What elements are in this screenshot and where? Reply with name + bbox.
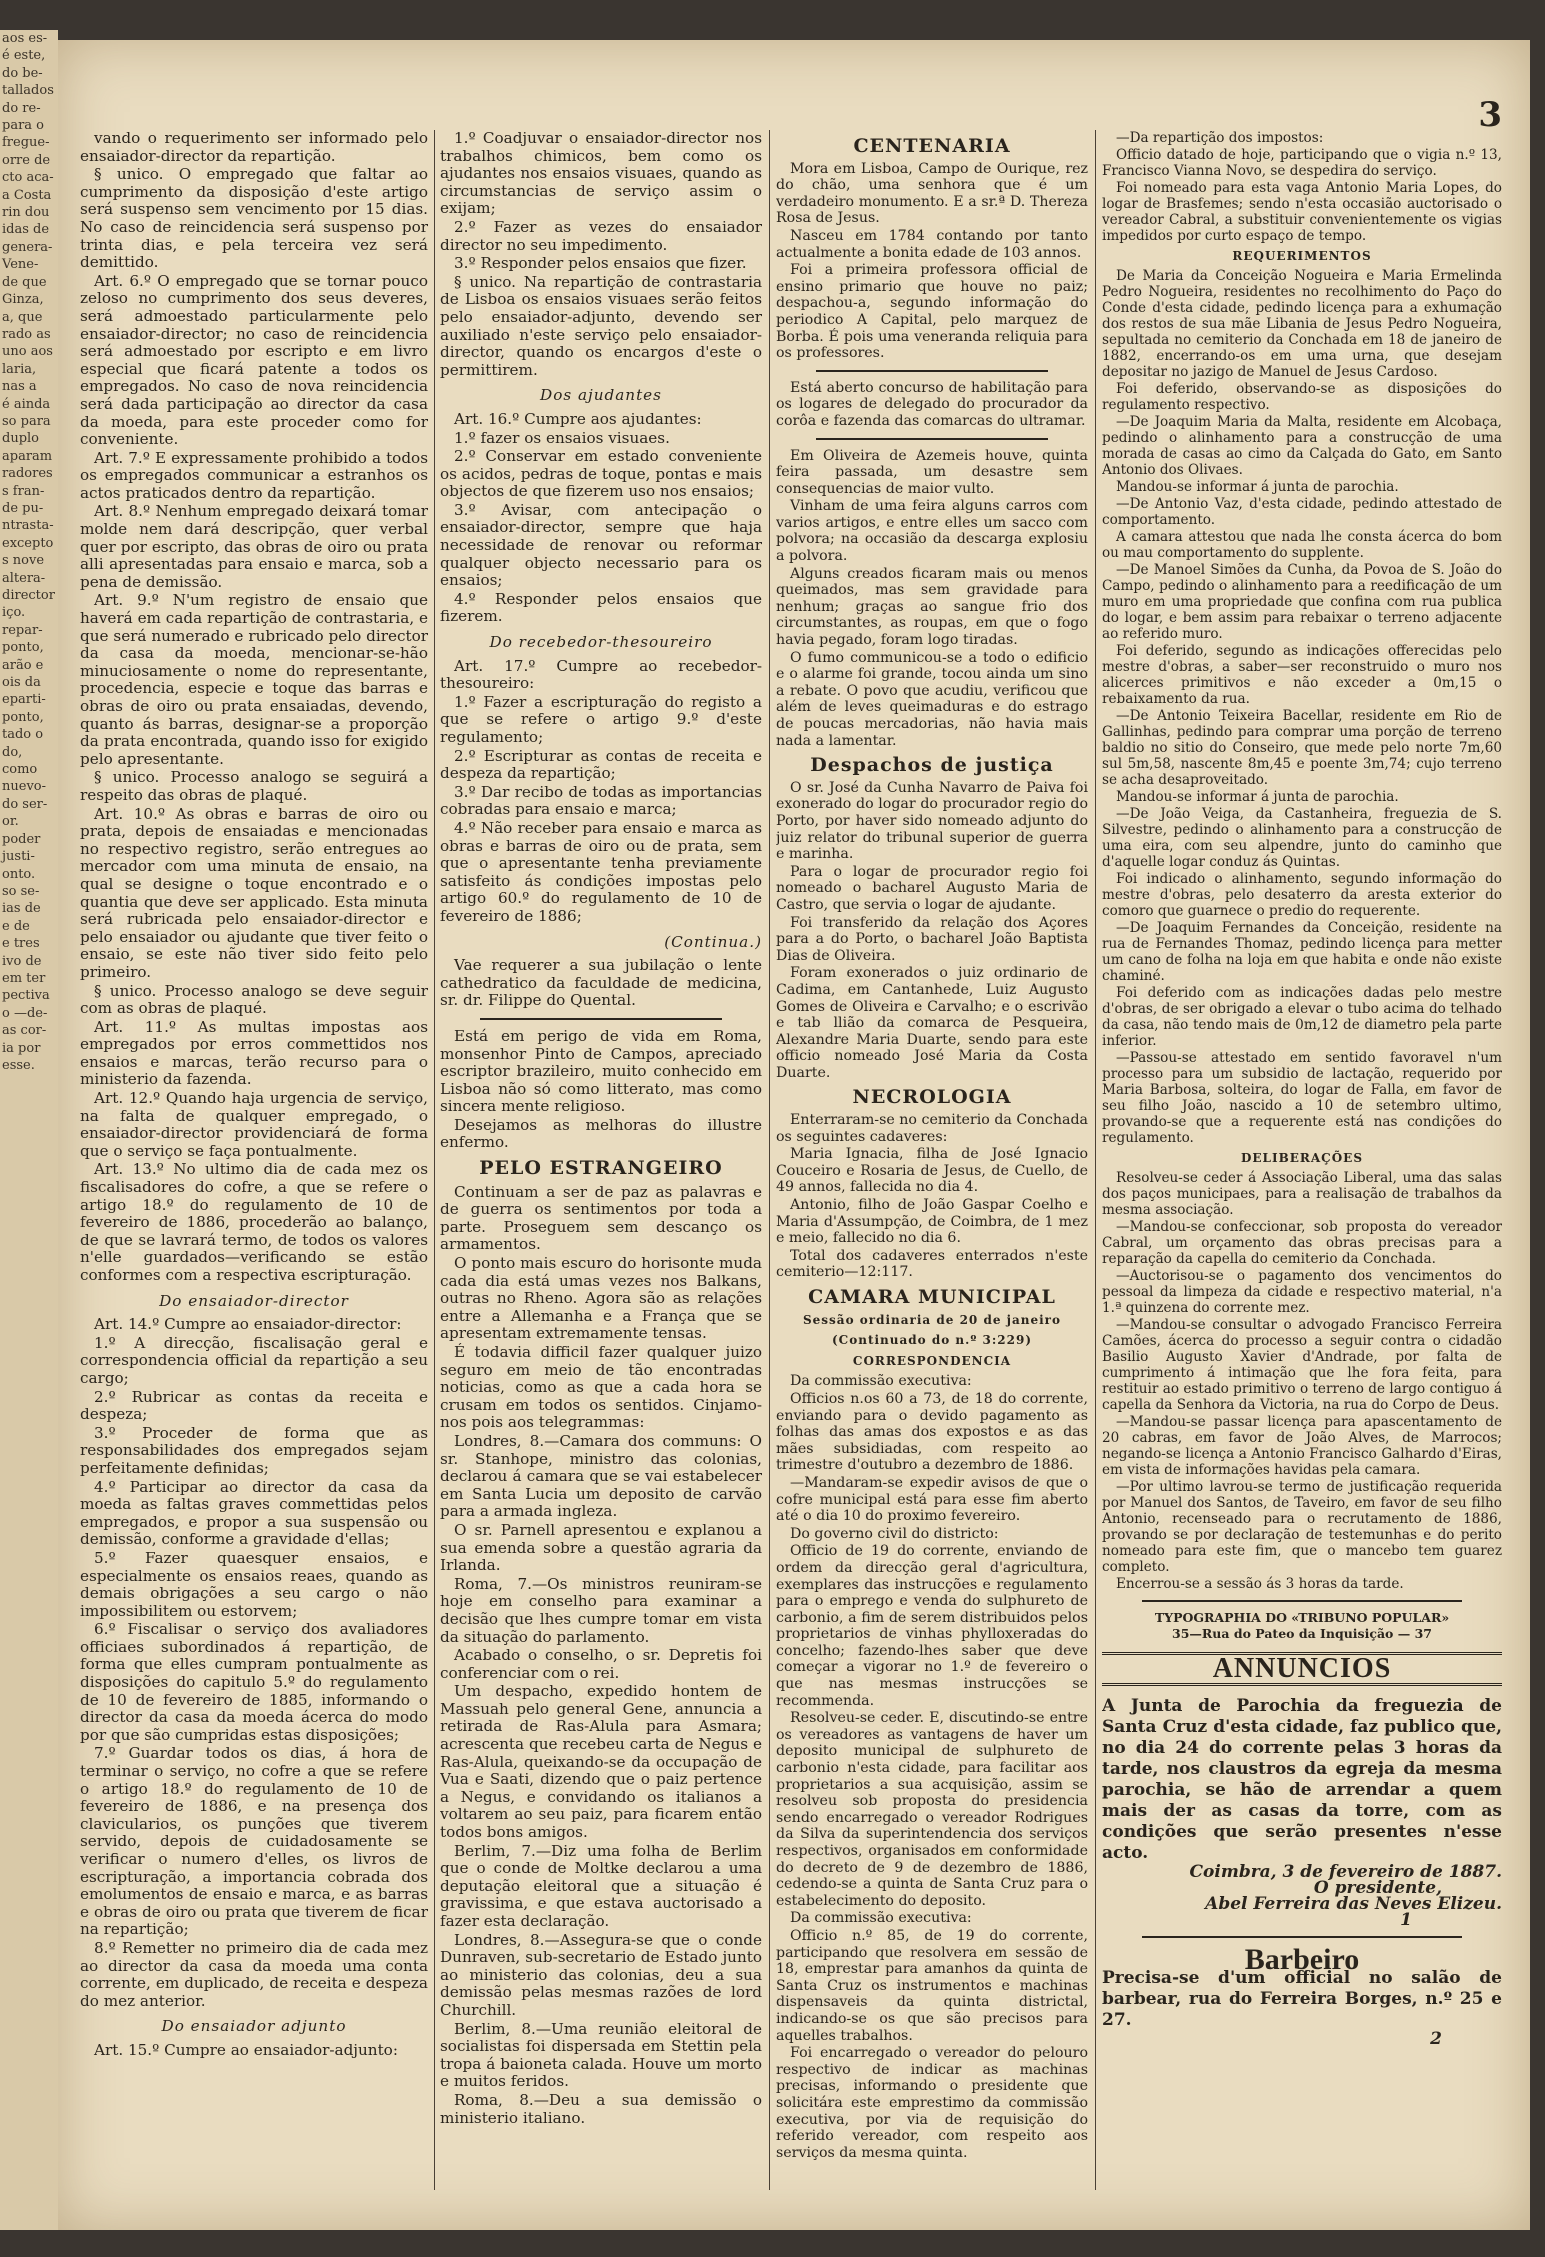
paragraph: 1.º A direcção, fiscalisação geral e correspondencia official da repartição a seu cargo; — [80, 1333, 428, 1387]
paragraph: Em Oliveira de Azemeis houve, quinta feira passada, um desastre sem consequencias de maior vulto. — [776, 447, 1088, 497]
column-1 — [80, 130, 428, 2200]
left-edge-fragment: director — [2, 588, 55, 603]
paragraph: Vinham de uma feira alguns carros com varios artigos, e entre elles um sacco com polvora; na occasião da descarga explosiu a polvora. — [776, 498, 1088, 565]
paragraph: Da commissão executiva: — [790, 1910, 972, 1927]
paragraph: De Maria da Conceição Nogueira e Maria Ermelinda Pedro Nogueira, residentes no recolhimento do Paço do Conde d'esta cidade, pedindo licença para a exhumação dos restos de sua mãe Libania de Jesus Pedro Nogueira, sepultada no cemiterio da Conchada em 18 de janeiro de 1882, encerrando-os em uma urna, que desejam depositar no jazigo de Manuel de Jesus Cardoso. — [1102, 268, 1502, 380]
left-edge-fragment: é este, — [2, 48, 46, 64]
annuncio-number: 1 — [1400, 1910, 1412, 1930]
paragraph: Foi nomeado para esta vaga Antonio Maria Lopes, do logar de Brasfemes; sendo n'esta occasião auctorisado o vereador Cabral, a substituir convenientemente os vigias impedidos por curto espaço de tempo. — [1102, 180, 1502, 244]
column-2 — [440, 130, 762, 2200]
sub-heading: CORRESPONDENCIA — [852, 1353, 1012, 1368]
paragraph: vando o requerimento ser informado pelo ensaiador-director da repartição. — [80, 130, 428, 165]
paragraph: Berlim, 8.—Uma reunião eleitoral de socialistas foi dispersada em Stettin pela tropa á baioneta calada. Houve um morto e muitos feridos. — [440, 2019, 762, 2091]
paragraph: Mora em Lisboa, Campo de Ourique, rez do chão, uma senhora que é um verdadeiro monumento. E a sr.ª D. Thereza Rosa de Jesus. — [776, 160, 1088, 227]
paragraph: 3.º Responder pelos ensaios que fizer. — [454, 254, 747, 273]
paragraph: Está aberto concurso de habilitação para os logares de delegado do procurador da corôa e fazenda das comarcas do ultramar. — [776, 379, 1088, 429]
left-edge-fragment: ponto, — [2, 709, 44, 725]
paragraph: 2.º Conservar em estado conveniente os acidos, pedras de toque, pontas e mais objectos de que fizerem uso nos ensaios; — [440, 447, 762, 501]
left-edge-fragment: so para — [2, 413, 51, 429]
left-edge-fragment: de que — [2, 274, 47, 290]
paragraph: Mandou-se informar á junta de parochia. — [1116, 479, 1399, 495]
paragraph: O fumo communicou-se a todo o edificio e o alarme foi grande, tocou ainda um sino a rebate. O povo que acudiu, verificou que além de leves queimaduras e do estrago de poucas mercadorias, não havia mais nada a lamentar. — [776, 649, 1088, 749]
paragraph: 2.º Escripturar as contas de receita e despeza da repartição; — [440, 746, 762, 783]
left-edge-fragment: arão e — [2, 657, 44, 673]
paragraph: Da commissão executiva: — [790, 1373, 972, 1390]
paragraph: Art. 17.º Cumpre ao recebedor-thesoureiro: — [440, 656, 762, 693]
paragraph: Desejamos as melhoras do illustre enfermo. — [440, 1115, 762, 1152]
left-edge-fragment: duplo — [2, 431, 40, 447]
paragraph: Art. 14.º Cumpre ao ensaiador-director: — [94, 1315, 402, 1334]
paragraph: —Por ultimo lavrou-se termo de justificação requerida por Manuel dos Santos, de Taveiro, em favor de seu filho Antonio, recenseado para o recrutamento de 1886, provando se por declaração de testemunhas e do perito nomeado para este fim, que o mancebo tem guarez completo. — [1102, 1479, 1502, 1575]
left-edge-fragment: justi- — [2, 849, 35, 865]
paragraph: Encerrou-se a sessão ás 3 horas da tarde. — [1116, 1576, 1404, 1592]
left-edge-fragment: de pu- — [2, 500, 44, 516]
paragraph: Roma, 8.—Deu a sua demissão o ministerio italiano. — [440, 2090, 762, 2127]
left-edge-fragment: idas de — [2, 222, 50, 238]
left-edge-fragment: ias de — [2, 901, 41, 917]
paragraph: 4.º Participar ao director da casa da moeda as faltas graves commettidas pelos empregados, e propor a sua suspensão ou demissão, conforme a gravidade d'ellas; — [80, 1477, 428, 1549]
paragraph: Art. 6.º O empregado que se tornar pouco zeloso no cumprimento dos seus deveres, será admoestado particularmente pelo ensaiador-director; no caso de reincidencia será admoestado por escripto e em livro especial que ficará patente a todos os empregados. No caso de nova reincidencia será dada participação ao director da casa da moeda, para este proceder como for conveniente. — [80, 271, 428, 449]
left-edge-fragment: genera- — [2, 239, 53, 255]
paragraph: —Mandou-se passar licença para apascentamento de 20 cabras, em favor de João Alves, de Marrocos; negando-se licença a Antonio Francisco Galhardo d'Eiras, em vista de informações havidas pela camara. — [1102, 1414, 1502, 1478]
typography-line-1: TYPOGRAPHIA DO «TRIBUNO POPULAR» — [1154, 1610, 1450, 1625]
paragraph: Art. 16.º Cumpre aos ajudantes: — [454, 409, 702, 428]
paragraph: Foram exonerados o juiz ordinario de Cadima, em Cantanhede, Luiz Augusto Gomes de Oliveira e Carvalho; e o escrivão e tab llião da comarca de Pesqueira, Alexandre Maria Duarte, sendo para este officio nomeado José Maria da Costa Duarte. — [776, 965, 1088, 1081]
annuncio-text: A Junta de Parochia da freguezia de Santa Cruz d'esta cidade, faz publico que, no dia 24 do corrente pelas 3 horas da tarde, nos claustros da egreja da mesma parochia, se hão de arrendar a quem mais der as casas da torre, com as condições que serão presentes n'esse acto. — [1102, 1696, 1502, 1863]
paragraph: É todavia difficil fazer qualquer juizo seguro em meio de tão encontradas noticias, como as que a cada hora se crusam em todos os sentidos. Cinjamo-nos pois aos telegrammas: — [440, 1343, 762, 1432]
section-heading: Despachos de justiça — [810, 754, 1054, 777]
paragraph: Londres, 8.—Camara dos communs: O sr. Stanhope, ministro das colonias, declarou á camara que se vai estabelecer em Santa Lucia um deposito de carvão para a armada ingleza. — [440, 1431, 762, 1521]
sub-heading: DELIBERAÇÕES — [1241, 1151, 1363, 1165]
paragraph: Roma, 7.—Os ministros reuniram-se hoje em conselho para examinar a decisão que lhes cumpre tomar em vista da situação do parlamento. — [440, 1574, 762, 1646]
left-edge-fragment: nuevo- — [2, 779, 47, 795]
paragraph: —De Antonio Vaz, d'esta cidade, pedindo attestado de comportamento. — [1102, 496, 1502, 528]
paragraph: Foi deferido, observando-se as disposições do regulamento respectivo. — [1102, 381, 1502, 413]
left-edge-fragment: Vene- — [2, 257, 39, 273]
left-edge-fragment: rin dou — [2, 205, 50, 221]
left-edge-fragment: e tres — [2, 936, 40, 952]
column-3 — [776, 130, 1088, 2200]
left-edge-fragment: nas a — [2, 379, 37, 395]
paragraph: Berlim, 7.—Diz uma folha de Berlim que o conde de Moltke declarou a uma deputação eleitoral que a situação é gravissima, e que estava auctorisado a fazer esta declaração. — [440, 1841, 762, 1930]
paragraph: Acabado o conselho, o sr. Depretis foi conferenciar com o rei. — [440, 1646, 762, 1682]
newspaper-page — [58, 40, 1530, 2230]
left-edge-fragment: orre de — [2, 152, 51, 168]
paragraph: 3.º Dar recibo de todas as importancias cobradas para ensaio e marca; — [440, 782, 762, 819]
left-edge-fragment: ponto, — [2, 640, 44, 656]
left-edge-fragment: do re- — [2, 100, 41, 116]
paragraph: 6.º Fiscalisar o serviço dos avaliadores officiaes subordinados á repartição, de forma que elles cumpram pontualmente as disposições do capitulo 5.º do regulamento de 10 de fevereiro de 1885, informando o director da casa da moeda ácerca do modo por que são cumpridas estas disposições; — [80, 1620, 428, 1744]
paragraph: § unico. Processo analogo se deve seguir com as obras de plaqué. — [80, 981, 428, 1018]
barbeiro-title: Barbeiro — [1244, 1943, 1360, 1976]
left-edge-fragment: or. — [2, 814, 19, 830]
page-number: 3 — [1478, 95, 1502, 135]
paragraph: Officio datado de hoje, participando que o vigia n.º 13, Francisco Vianna Novo, se despedira do serviço. — [1102, 147, 1502, 179]
column-divider — [1095, 130, 1096, 2190]
paragraph: 4.º Responder pelos ensaios que fizerem. — [440, 589, 762, 626]
rule — [1142, 1600, 1462, 1602]
rule — [816, 438, 1048, 440]
annuncio-date: Coimbra, 3 de fevereiro de 1887. — [1189, 1862, 1502, 1882]
left-edge-fragment: em ter — [2, 970, 46, 986]
paragraph: Foi indicado o alinhamento, segundo informação do mestre d'obras, pelo desaterro da aresta exterior do comoro que guarnece o predio do requerente. — [1102, 871, 1502, 919]
subsection-heading: Do ensaiador adjunto — [161, 2017, 347, 2036]
typography-line-2: 35—Rua do Pateo da Inquisição — 37 — [1172, 1626, 1432, 1641]
paragraph: O sr. Parnell apresentou e explanou a sua emenda sobre a questão agraria da Irlanda. — [440, 1520, 762, 1575]
barbeiro-number: 2 — [1430, 2029, 1442, 2049]
paragraph: —De Joaquim Fernandes da Conceição, residente na rua de Fernandes Thomaz, pedindo licença para metter um cano de folha na loja em que habita e onde não existe chaminé. — [1102, 920, 1502, 984]
paragraph: Vae requerer a sua jubilação o lente cathedratico da faculdade de medicina, sr. dr. Filippe do Quental. — [440, 956, 762, 1010]
paragraph: Londres, 8.—Assegura-se que o conde Dunraven, sub-secretario de Estado junto ao ministerio das colonias, deu a sua demissão pelas mesmas razões de lord Churchill. — [440, 1930, 762, 2019]
left-edge-fragment: altera- — [2, 570, 46, 586]
paragraph: 8.º Remetter no primeiro dia de cada mez ao director da casa da moeda uma conta corrente, em duplicado, de receita e despeza do mez anterior. — [80, 1938, 428, 2010]
left-edge-fragment: s nove — [2, 553, 45, 569]
left-edge-fragment: Ginza, — [2, 292, 44, 308]
paragraph: Mandou-se informar á junta de parochia. — [1116, 789, 1399, 805]
paragraph: —De Joaquim Maria da Malta, residente em Alcobaça, pedindo o alinhamento para a construcção de uma morada de casas ao cimo da Calçada do Gato, em Santo Antonio dos Olivaes. — [1102, 414, 1502, 478]
left-edge-fragment: fregue- — [2, 135, 50, 151]
left-edge-fragment: aos es- — [2, 31, 48, 46]
paragraph: 7.º Guardar todos os dias, á hora de terminar o serviço, no cofre a que se refere o artigo 18.º do regulamento de 10 de fevereiro de 1886, e na presença dos clavicularios, os punções que tiverem servido, depois de cuidadosamente se verificar o numero d'elles, os livros de escripturação, a importancia cobrada dos emolumentos de ensaio e marca, e as barras e obras de oiro ou prata que tiverem de ficar na repartição; — [80, 1744, 428, 1939]
paragraph: Art. 12.º Quando haja urgencia de serviço, na falta de qualquer empregado, o ensaiador-director providenciará de forma que o serviço se faça pontualmente. — [80, 1089, 428, 1160]
left-edge-fragment: ia por — [2, 1040, 41, 1056]
left-edge-fragment: tallados — [2, 83, 54, 99]
left-edge-fragment: rado as — [2, 326, 51, 342]
paragraph: Art. 7.º E expressamente prohibido a todos os empregados communicar a estranhos os actos praticados dentro da repartição. — [80, 448, 428, 502]
paragraph: Do governo civil do districto: — [790, 1525, 999, 1542]
paragraph: § unico. Na repartição de contrastaria de Lisboa os ensaios visuaes serão feitos pelo ensaiador-adjunto, devendo ser auxiliado n'este serviço pelo ensaiador-director, quando os encargos d'este o permittirem. — [440, 272, 762, 379]
annuncio-name: Abel Ferreira das Neves Elizeu. — [1205, 1894, 1502, 1914]
paragraph: Total dos cadaveres enterrados n'este cemiterio—12:117. — [776, 1247, 1088, 1281]
rule — [1142, 1936, 1462, 1938]
annuncio-role: O presidente, — [1313, 1878, 1442, 1898]
paragraph: Art. 11.º As multas impostas aos empregados por erros commettidos nos ensaios e marcas, terão recurso para o ministerio da fazenda. — [80, 1017, 428, 1089]
column-divider — [434, 130, 435, 2190]
left-edge-fragment: a, que — [2, 309, 43, 325]
column-4 — [1102, 130, 1502, 2200]
annuncios-header — [1102, 1652, 1502, 1686]
paragraph: Está em perigo de vida em Roma, monsenhor Pinto de Campos, apreciado escriptor brazileiro, muito conhecido em Lisboa não só como litterato, mas como sincera mente religioso. — [440, 1026, 762, 1116]
paragraph: Foi transferido da relação dos Açores para a do Porto, o bacharel João Baptista Dias de Oliveira. — [776, 914, 1088, 964]
subsection-heading: Dos ajudantes — [540, 386, 662, 405]
sub-heading: REQUERIMENTOS — [1232, 249, 1372, 263]
paragraph: Art. 10.º As obras e barras de oiro ou prata, depois de ensaiadas e mencionadas no respectivo registro, serão entregues ao mercador com uma minuta de ensaio, na qual se designe o toque encontrado e o quantia que deve ser applicado. Esta minuta será rubricada pelo ensaiador-director e pelo ensaiador ou ajudante que tiver feito o ensaio, se este não tiver sido feito pelo primeiro. — [80, 804, 428, 981]
paragraph: A camara attestou que nada lhe consta ácerca do bom ou mau comportamento do supplente. — [1102, 529, 1502, 561]
paragraph: —Da repartição dos impostos: — [1116, 130, 1324, 146]
left-edge-fragment: so se- — [2, 883, 40, 899]
paragraph: Resolveu-se ceder. E, discutindo-se entre os vereadores as vantagens de haver um deposito municipal de sulphureto de carbonio n'esta cidade, para facilitar aos proprietarios a sua acquisição, assim se resolveu sob proposta do presidencia sendo encarregado o vereador Rodrigues da Silva da superintendencia dos serviços respectivos, organisados em conformidade do decreto de 9 de dezembro de 1886, cedendo-se a quinta de Santa Cruz para o estabelecimento do deposito. — [776, 1710, 1088, 1909]
left-edge-fragment: eparti- — [2, 692, 46, 708]
paragraph: —De João Veiga, da Castanheira, freguezia de S. Silvestre, pedindo o alinhamento para a construcção de uma eira, com seu alpendre, junto do caminho que d'aquelle logar conduz ás Quintas. — [1102, 806, 1502, 870]
section-heading: CENTENARIA — [853, 135, 1011, 157]
sub-heading: Sessão ordinaria de 20 de janeiro — [802, 1312, 1062, 1327]
section-heading: PELO ESTRANGEIRO — [479, 1157, 723, 1180]
paragraph: Foi deferido com as indicações dadas pelo mestre d'obras, de ser obrigado a elevar o tubo acima do telhado da casa, não tendo mais de 0m,12 de diametro pela parte inferior. — [1102, 985, 1502, 1049]
rule — [480, 1018, 722, 1020]
paragraph: Resolveu-se ceder á Associação Liberal, uma das salas dos paços municipaes, para a realisação de trabalhos da mesma associação. — [1102, 1170, 1502, 1218]
paragraph: 2.º Fazer as vezes do ensaiador director no seu impedimento. — [440, 217, 762, 254]
paragraph: —Mandaram-se expedir avisos de que o cofre municipal está para esse fim aberto até o dia 10 do proximo fevereiro. — [776, 1474, 1088, 1525]
annuncios-title: ANNUNCIOS — [1212, 1653, 1392, 1684]
paragraph: O sr. José da Cunha Navarro de Paiva foi exonerado do logar do procurador regio do Porto, por haver sido nomeado adjunto do juiz relator do tribunal superior de guerra e marinha. — [776, 779, 1088, 863]
paragraph: 1.º fazer os ensaios visuaes. — [454, 428, 670, 447]
paragraph: —Auctorisou-se o pagamento dos vencimentos do pessoal da limpeza da cidade e respectivo material, n'a 1.ª quinzena do corrente mez. — [1102, 1268, 1502, 1316]
continua-note: (Continua.) — [664, 932, 762, 951]
paragraph: § unico. O empregado que faltar ao cumprimento da disposição d'este artigo será suspenso sem vencimento por 15 dias. No caso de reincidencia será suspenso por trinta dias, e pela terceira vez será demittido. — [80, 165, 428, 272]
left-edge-fragment: do be- — [2, 65, 43, 81]
paragraph: § unico. Processo analogo se seguirá a respeito das obras de plaqué. — [80, 768, 428, 804]
paragraph: Continuam a ser de paz as palavras e de guerra os sentimentos por toda a parte. Proseguem sem descanço os armamentos. — [440, 1182, 762, 1254]
paragraph: 3.º Avisar, com antecipação o ensaiador-director, sempre que haja necessidade de renovar ou reformar qualquer objecto necessario para os ensaios; — [440, 500, 762, 590]
paragraph: —Passou-se attestado em sentido favoravel n'um processo para um subsidio de lactação, requerido por Maria Barbosa, solteira, do logar de Falla, em favor de seu filho João, nascido a 10 de setembro ultimo, provando-se que a requerente está nas condições do regulamento. — [1102, 1050, 1502, 1146]
paragraph: Alguns creados ficaram mais ou menos queimados, mas sem gravidade para nenhum; graças ao sangue frio dos circumstantes, as roupas, em que o fogo havia pegado, foram logo tiradas. — [776, 565, 1088, 649]
left-edge-fragment: cto aca- — [2, 170, 54, 186]
paragraph: —Mandou-se confeccionar, sob proposta do vereador Cabral, um orçamento das obras precisas para a reparação da capella do cemiterio da Conchada. — [1102, 1219, 1502, 1267]
left-edge-fragment: poder — [2, 831, 41, 847]
paragraph: O ponto mais escuro do horisonte muda cada dia está umas vezes nos Balkans, outras no Rheno. Agora são as relações entre a Allemanha e a França que se apresentam extremamente tensas. — [440, 1254, 762, 1343]
left-edge-fragment: como — [2, 762, 38, 778]
paragraph: —De Antonio Teixeira Bacellar, residente em Rio de Gallinhas, pedindo para comprar uma porção de terreno baldio no sitio do Conseiro, que mede pelo norte 7m,60 sul 5m,58, nascente 8m,45 e poente 3m,74; cujo terreno se acha desaproveitado. — [1102, 708, 1502, 788]
left-edge-fragment: laria, — [2, 361, 37, 377]
left-edge-fragment: ois da — [2, 675, 41, 691]
paragraph: 1.º Fazer a escripturação do registo a que se refere o artigo 9.º d'este regulamento; — [440, 692, 762, 746]
paragraph: Art. 15.º Cumpre ao ensaiador-adjunto: — [94, 2040, 398, 2059]
section-heading: CAMARA MUNICIPAL — [808, 1286, 1056, 1308]
paragraph: Nasceu em 1784 contando por tanto actualmente a bonita edade de 103 annos. — [776, 227, 1088, 261]
left-page-edge — [0, 30, 58, 2230]
left-edge-fragment: e de — [2, 918, 30, 934]
left-edge-fragment: aparam — [2, 448, 53, 464]
paragraph: Foi deferido, segundo as indicações offerecidas pelo mestre d'obras, a saber—ser reconstruido o muro nos alicerces primitivos e não exceder a 0m,15 o rebaixamento da rua. — [1102, 643, 1502, 707]
paragraph: Art. 13.º No ultimo dia de cada mez os fiscalisadores do cofre, a que se refere o artigo 18.º do regulamento de 10 de fevereiro de 1886, procederão ao balanço, de que se lavrará termo, de todos os valores n'elle guardados—verificando se estão conformes com a respectiva escripturação. — [80, 1160, 428, 1284]
left-edge-fragment: onto. — [2, 866, 36, 882]
left-edge-fragment: ntrasta- — [2, 518, 54, 534]
paragraph: Foi encarregado o vereador do pelouro respectivo de indicar as machinas precisas, informando o presidente que solicitára este emprestimo da commissão executiva, por via de requisição do referido vereador, com respeito aos serviços da mesma quinta. — [776, 2045, 1088, 2161]
rule — [816, 370, 1048, 372]
paragraph: Officio n.º 85, de 19 do corrente, participando que resolvera em sessão de 18, emprestar para amanhos da quinta de Santa Cruz os instrumentos e machinas dispensaveis da quinta districtal, indicando-se os que são precisos para aquelles trabalhos. — [776, 1927, 1088, 2044]
paragraph: 5.º Fazer quaesquer ensaios, e especialmente os ensaios reaes, quando as demais obrigações a seu cargo o não impossibilitem ou estorvem; — [80, 1548, 428, 1620]
left-edge-fragment: a Costa — [2, 187, 52, 203]
left-edge-fragment: s fran- — [2, 483, 45, 499]
paragraph: Officios n.os 60 a 73, de 18 do corrente, enviando para o devido pagamento as folhas das amas dos expostos e as das mães subsidiadas, com respeito ao trimestre d'outubro a dezembro de 1886. — [776, 1390, 1088, 1474]
paragraph: Para o logar de procurador regio foi nomeado o bacharel Augusto Maria de Castro, que servia o logar de ajudante. — [776, 863, 1088, 913]
paragraph: Antonio, filho de João Gaspar Coelho e Maria d'Assumpção, de Coimbra, de 1 mez e meio, fallecido no dia 6. — [776, 1197, 1088, 1247]
paragraph: 4.º Não receber para ensaio e marca as obras e barras de oiro ou de prata, sem que o apresentante tenha previamente satisfeito ás condições impostas pelo artigo 60.º do regulamento de 10 de fevereiro de 1886; — [440, 818, 762, 925]
left-edge-fragment: pectiva — [2, 988, 50, 1004]
paragraph: Um despacho, expedido hontem de Massuah pelo general Gene, annuncia a retirada de Ras-Alula para Asmara; acrescenta que recebeu carta de Negus e Ras-Alula, queixando-se da occupação de Vua e Saati, dizendo que o paiz pertence a Negus, e convidando os italianos a voltarem ao seu paiz, para ficarem então todos bons amigos. — [440, 1682, 762, 1842]
subsection-heading: Do recebedor-thesoureiro — [489, 633, 713, 652]
paragraph: Maria Ignacia, filha de José Ignacio Couceiro e Rosaria de Jesus, de Cuello, de 49 annos, fallecida no dia 4. — [776, 1146, 1088, 1196]
left-edge-fragment: para o — [2, 118, 44, 134]
left-edge-fragment: excepto — [2, 535, 54, 551]
paragraph: Art. 9.º N'um registro de ensaio que haverá em cada repartição de contrastaria, e que será numerado e rubricado pelo director da casa da moeda, mencionar-se-hão minuciosamente o nome do representante, procedencia, especie e toque das barras e obras de oiro ou prata ensaiadas, devendo, quanto ás barras, designar-se a proporção da prata encontrada, quando isso for exigido pelo apresentante. — [80, 591, 428, 768]
paragraph: Art. 8.º Nenhum empregado deixará tomar molde nem dará descripção, quer verbal quer por escripto, das obras de oiro ou prata alli apresentadas para ensaio e marca, sob a pena de demissão. — [80, 502, 428, 591]
column-divider — [769, 130, 770, 2190]
left-edge-fragment: as cor- — [2, 1023, 47, 1039]
left-edge-fragment: ivo de — [2, 953, 42, 969]
subsection-heading: Do ensaiador-director — [159, 1291, 349, 1310]
left-edge-fragment: repar- — [2, 622, 43, 638]
left-edge-fragment: uno aos — [2, 344, 53, 360]
paragraph: Foi a primeira professora official de ensino primario que houve no paiz; despachou-a, segundo informação do periodico A Capital, pelo marquez de Borba. É pois uma veneranda reliquia para os professores. — [776, 262, 1088, 362]
section-heading: NECROLOGIA — [852, 1086, 1012, 1109]
paragraph: —Mandou-se consultar o advogado Francisco Ferreira Camões, ácerca do processo a seguir contra o cidadão Basilio Augusto Xavier d'Andrade, por falta de cumprimento á intimação que lhe fora feita, para restituir ao estado primitivo o terreno de largo contiguo á capella da Senhora da Victoria, na rua do Corpo de Deus. — [1102, 1317, 1502, 1413]
left-edge-fragment: o —de- — [2, 1005, 48, 1021]
paragraph: Enterraram-se no cemiterio da Conchada os seguintes cadaveres: — [776, 1112, 1088, 1145]
paragraph: Officio de 19 do corrente, enviando de ordem da direcção geral d'agricultura, exemplares das instrucções e regulamento para o emprego e venda do sulphureto de carbonio, a fim de serem distribuidos pelos proprietarios de vinhas phylloxeradas do concelho; fazendo-lhes saber que deve começar a vigorar no 1.º de fevereiro o que nas mesmas instrucções se recommenda. — [776, 1543, 1088, 1709]
sub-heading: (Continuado do n.º 3:229) — [831, 1333, 1032, 1348]
barbeiro-text: Precisa-se d'um official no salão de barbear, rua do Ferreira Borges, n.º 25 e 27. — [1102, 1968, 1502, 2030]
paragraph: 1.º Coadjuvar o ensaiador-director nos trabalhos chimicos, bem como os ajudantes nos ensaios visuaes, quando as circumstancias de serviço assim o exijam; — [440, 130, 762, 218]
left-edge-fragment: tado o — [2, 727, 44, 743]
left-edge-fragment: iço. — [2, 605, 26, 621]
left-edge-fragment: radores — [2, 466, 53, 482]
left-edge-fragment: é ainda — [2, 396, 51, 412]
paragraph: 3.º Proceder de forma que as responsabilidades dos empregados sejam perfeitamente definidas; — [80, 1423, 428, 1477]
paragraph: —De Manoel Simões da Cunha, da Povoa de S. João do Campo, pedindo o alinhamento para a reedificação de um muro em uma propriedade que confina com rua publica do logar, e bem assim para rebaixar o terreno adjacente ao referido muro. — [1102, 562, 1502, 642]
left-edge-fragment: do ser- — [2, 796, 48, 812]
left-edge-fragment: esse. — [2, 1057, 35, 1073]
paragraph: 2.º Rubricar as contas da receita e despeza; — [80, 1387, 428, 1424]
left-edge-fragment: do, — [2, 744, 23, 760]
